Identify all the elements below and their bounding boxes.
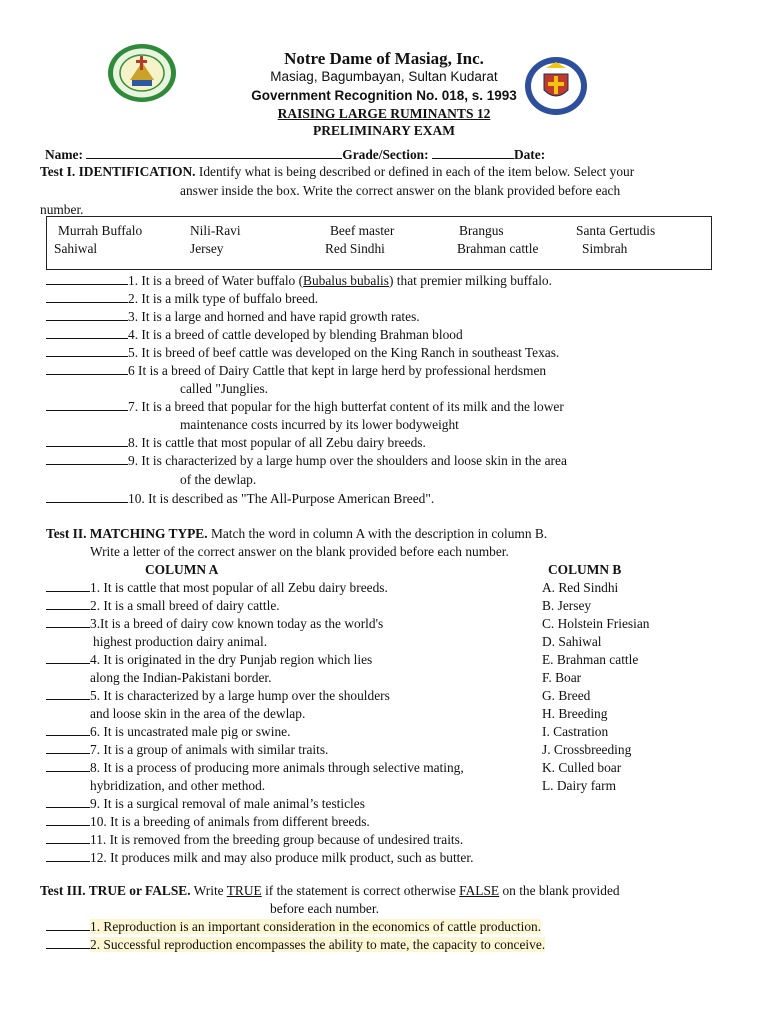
name-grade-date-line [45,148,545,161]
name-blank[interactable] [86,148,342,159]
matching-item-10: 10. It is a breeding of animals from different breeds. [46,815,370,828]
column-b-option-i: I. Castration [542,724,609,739]
test1-item-7-cont: maintenance costs incurred by its lower bodyweight [180,417,459,432]
column-b-option-j: J. Crossbreeding [542,742,632,757]
test1-item-9-cont: of the dewlap. [180,472,257,487]
answer-blank[interactable] [46,599,90,610]
grade-section-label: Grade/Section: [342,147,429,162]
test1-item-4: 4. It is a breed of cattle developed by blending Brahman blood [46,328,463,341]
column-b-option-k: K. Culled boar [542,760,622,775]
column-b-option-b: B. Jersey [542,598,592,613]
column-b-option-d: D. Sahiwal [542,634,602,649]
answer-blank[interactable] [46,743,90,754]
column-b-option-g: G. Breed [542,688,591,703]
matching-item-5-cont: and loose skin in the area of the dewlap. [90,706,306,721]
test1-item-1: 1. It is a breed of Water buffalo (Bubalus bubalis) that premier milking buffalo. [46,274,552,287]
test2-instruction-2: Write a letter of the correct answer on the blank provided before each number. [90,544,509,559]
matching-item-9: 9. It is a surgical removal of male animal’s testicles [46,797,365,810]
answer-blank[interactable] [46,454,128,465]
matching-item-7: 7. It is a group of animals with similar traits. [46,743,328,756]
choice-sahiwal: Sahiwal [54,241,98,256]
answer-blank[interactable] [46,761,90,772]
school-name: Notre Dame of Masiag, Inc. [284,49,484,68]
answer-blank[interactable] [46,653,90,664]
test1-item-5: 5. It is breed of beef cattle was developed on the King Ranch in southeast Texas. [46,346,559,359]
matching-item-5: 5. It is characterized by a large hump over the shoulders [46,689,390,702]
test1-item-8: 8. It is cattle that most popular of all Zebu dairy breeds. [46,436,426,449]
test2-instruction-1: Match the word in column A with the description in column B. [210,526,548,541]
answer-blank[interactable] [46,364,128,375]
test1-heading [40,165,634,178]
answer-blank[interactable] [46,581,90,592]
grade-section-blank[interactable] [432,148,514,159]
answer-blank[interactable] [46,725,90,736]
name-label: Name: [45,147,83,162]
matching-item-3-cont: highest production dairy animal. [93,634,268,649]
test1-item-7: 7. It is a breed that popular for the high butterfat content of its milk and the lower [46,400,564,413]
choice-brahman-cattle: Brahman cattle [457,241,539,256]
true-false-item-2: 2. Successful reproduction encompasses the ability to mate, the capacity to conceive. [46,938,545,951]
matching-item-12: 12. It produces milk and may also produce milk product, such as butter. [46,851,473,864]
answer-blank[interactable] [46,797,90,808]
scientific-name: Bubalus bubalis [303,273,389,288]
test1-item-2: 2. It is a milk type of buffalo breed. [46,292,318,305]
choice-santa-gertudis: Santa Gertudis [576,223,656,238]
test1-instruction-2: answer inside the box. Write the correct answer on the blank provided before each [180,183,621,198]
answer-blank[interactable] [46,292,128,303]
test1-item-9: 9. It is characterized by a large hump over the shoulders and loose skin in the area [46,454,567,467]
test1-title: Test I. IDENTIFICATION. [40,164,196,179]
test3-heading: Test III. TRUE or FALSE. Write TRUE if the statement is correct otherwise FALSE on the blank provided [40,883,620,898]
answer-blank[interactable] [46,833,90,844]
true-false-item-1: 1. Reproduction is an important consideration in the economics of cattle production. [46,920,541,933]
matching-item-1: 1. It is cattle that most popular of all Zebu dairy breeds. [46,581,388,594]
matching-item-4: 4. It is originated in the dry Punjab region which lies [46,653,372,666]
choice-jersey: Jersey [190,241,224,256]
matching-item-4-cont: along the Indian-Pakistani border. [90,670,272,685]
matching-item-8-cont: hybridization, and other method. [90,778,266,793]
answer-blank[interactable] [46,920,90,931]
answer-blank[interactable] [46,310,128,321]
choice-brangus: Brangus [459,223,504,238]
test1-instruction-1: Identify what is being described or defined in each of the item below. Select your [198,164,635,179]
choice-nili-ravi: Nili-Ravi [190,223,241,238]
test1-item-3: 3. It is a large and horned and have rapid growth rates. [46,310,420,323]
answer-blank[interactable] [46,328,128,339]
answer-blank[interactable] [46,851,90,862]
test1-item-6-cont: called "Junglies. [180,381,269,396]
matching-item-2: 2. It is a small breed of dairy cattle. [46,599,280,612]
column-b-option-f: F. Boar [542,670,582,685]
answer-blank[interactable] [46,400,128,411]
answer-blank[interactable] [46,346,128,357]
choice-red-sindhi: Red Sindhi [325,241,385,256]
answer-blank[interactable] [46,617,90,628]
matching-item-3: 3.It is a breed of dairy cow known today as the world's [46,617,383,630]
matching-item-8: 8. It is a process of producing more animals through selective mating, [46,761,464,774]
column-b-option-l: L. Dairy farm [542,778,616,793]
test1-item-6: 6 It is a breed of Dairy Cattle that kept in large herd by professional herdsmen [46,364,546,377]
exam-title: PRELIMINARY EXAM [313,123,455,138]
true-keyword: TRUE [226,883,262,898]
false-keyword: FALSE [459,883,500,898]
column-b-option-e: E. Brahman cattle [542,652,639,667]
test3-title: Test III. TRUE or FALSE. [40,883,191,898]
subject-title: RAISING LARGE RUMINANTS 12 [277,106,491,121]
test2-heading [46,527,547,540]
matching-item-11: 11. It is removed from the breeding group because of undesired traits. [46,833,463,846]
answer-blank[interactable] [46,815,90,826]
test3-instruction-2: before each number. [270,901,379,916]
date-label: Date: [513,147,546,162]
choice-murrah-buffalo: Murrah Buffalo [58,223,143,238]
column-b-option-h: H. Breeding [542,706,608,721]
answer-blank[interactable] [46,689,90,700]
matching-item-6: 6. It is uncastrated male pig or swine. [46,725,290,738]
choice-beef-master: Beef master [330,223,395,238]
government-recognition: Government Recognition No. 018, s. 1993 [251,88,517,103]
test1-instruction-3: number. [40,202,84,217]
answer-blank[interactable] [46,492,128,503]
column-b-option-a: A. Red Sindhi [542,580,619,595]
test2-title: Test II. MATCHING TYPE. [46,526,208,541]
column-b-option-c: C. Holstein Friesian [542,616,650,631]
choice-simbrah: Simbrah [582,241,628,256]
column-a-header: COLUMN A [145,562,219,577]
answer-blank[interactable] [46,436,128,447]
answer-blank[interactable] [46,938,90,949]
column-b-header: COLUMN B [548,562,622,577]
answer-blank[interactable] [46,274,128,285]
test1-item-10: 10. It is described as "The All-Purpose American Breed". [46,492,434,505]
school-address: Masiag, Bagumbayan, Sultan Kudarat [270,69,498,84]
